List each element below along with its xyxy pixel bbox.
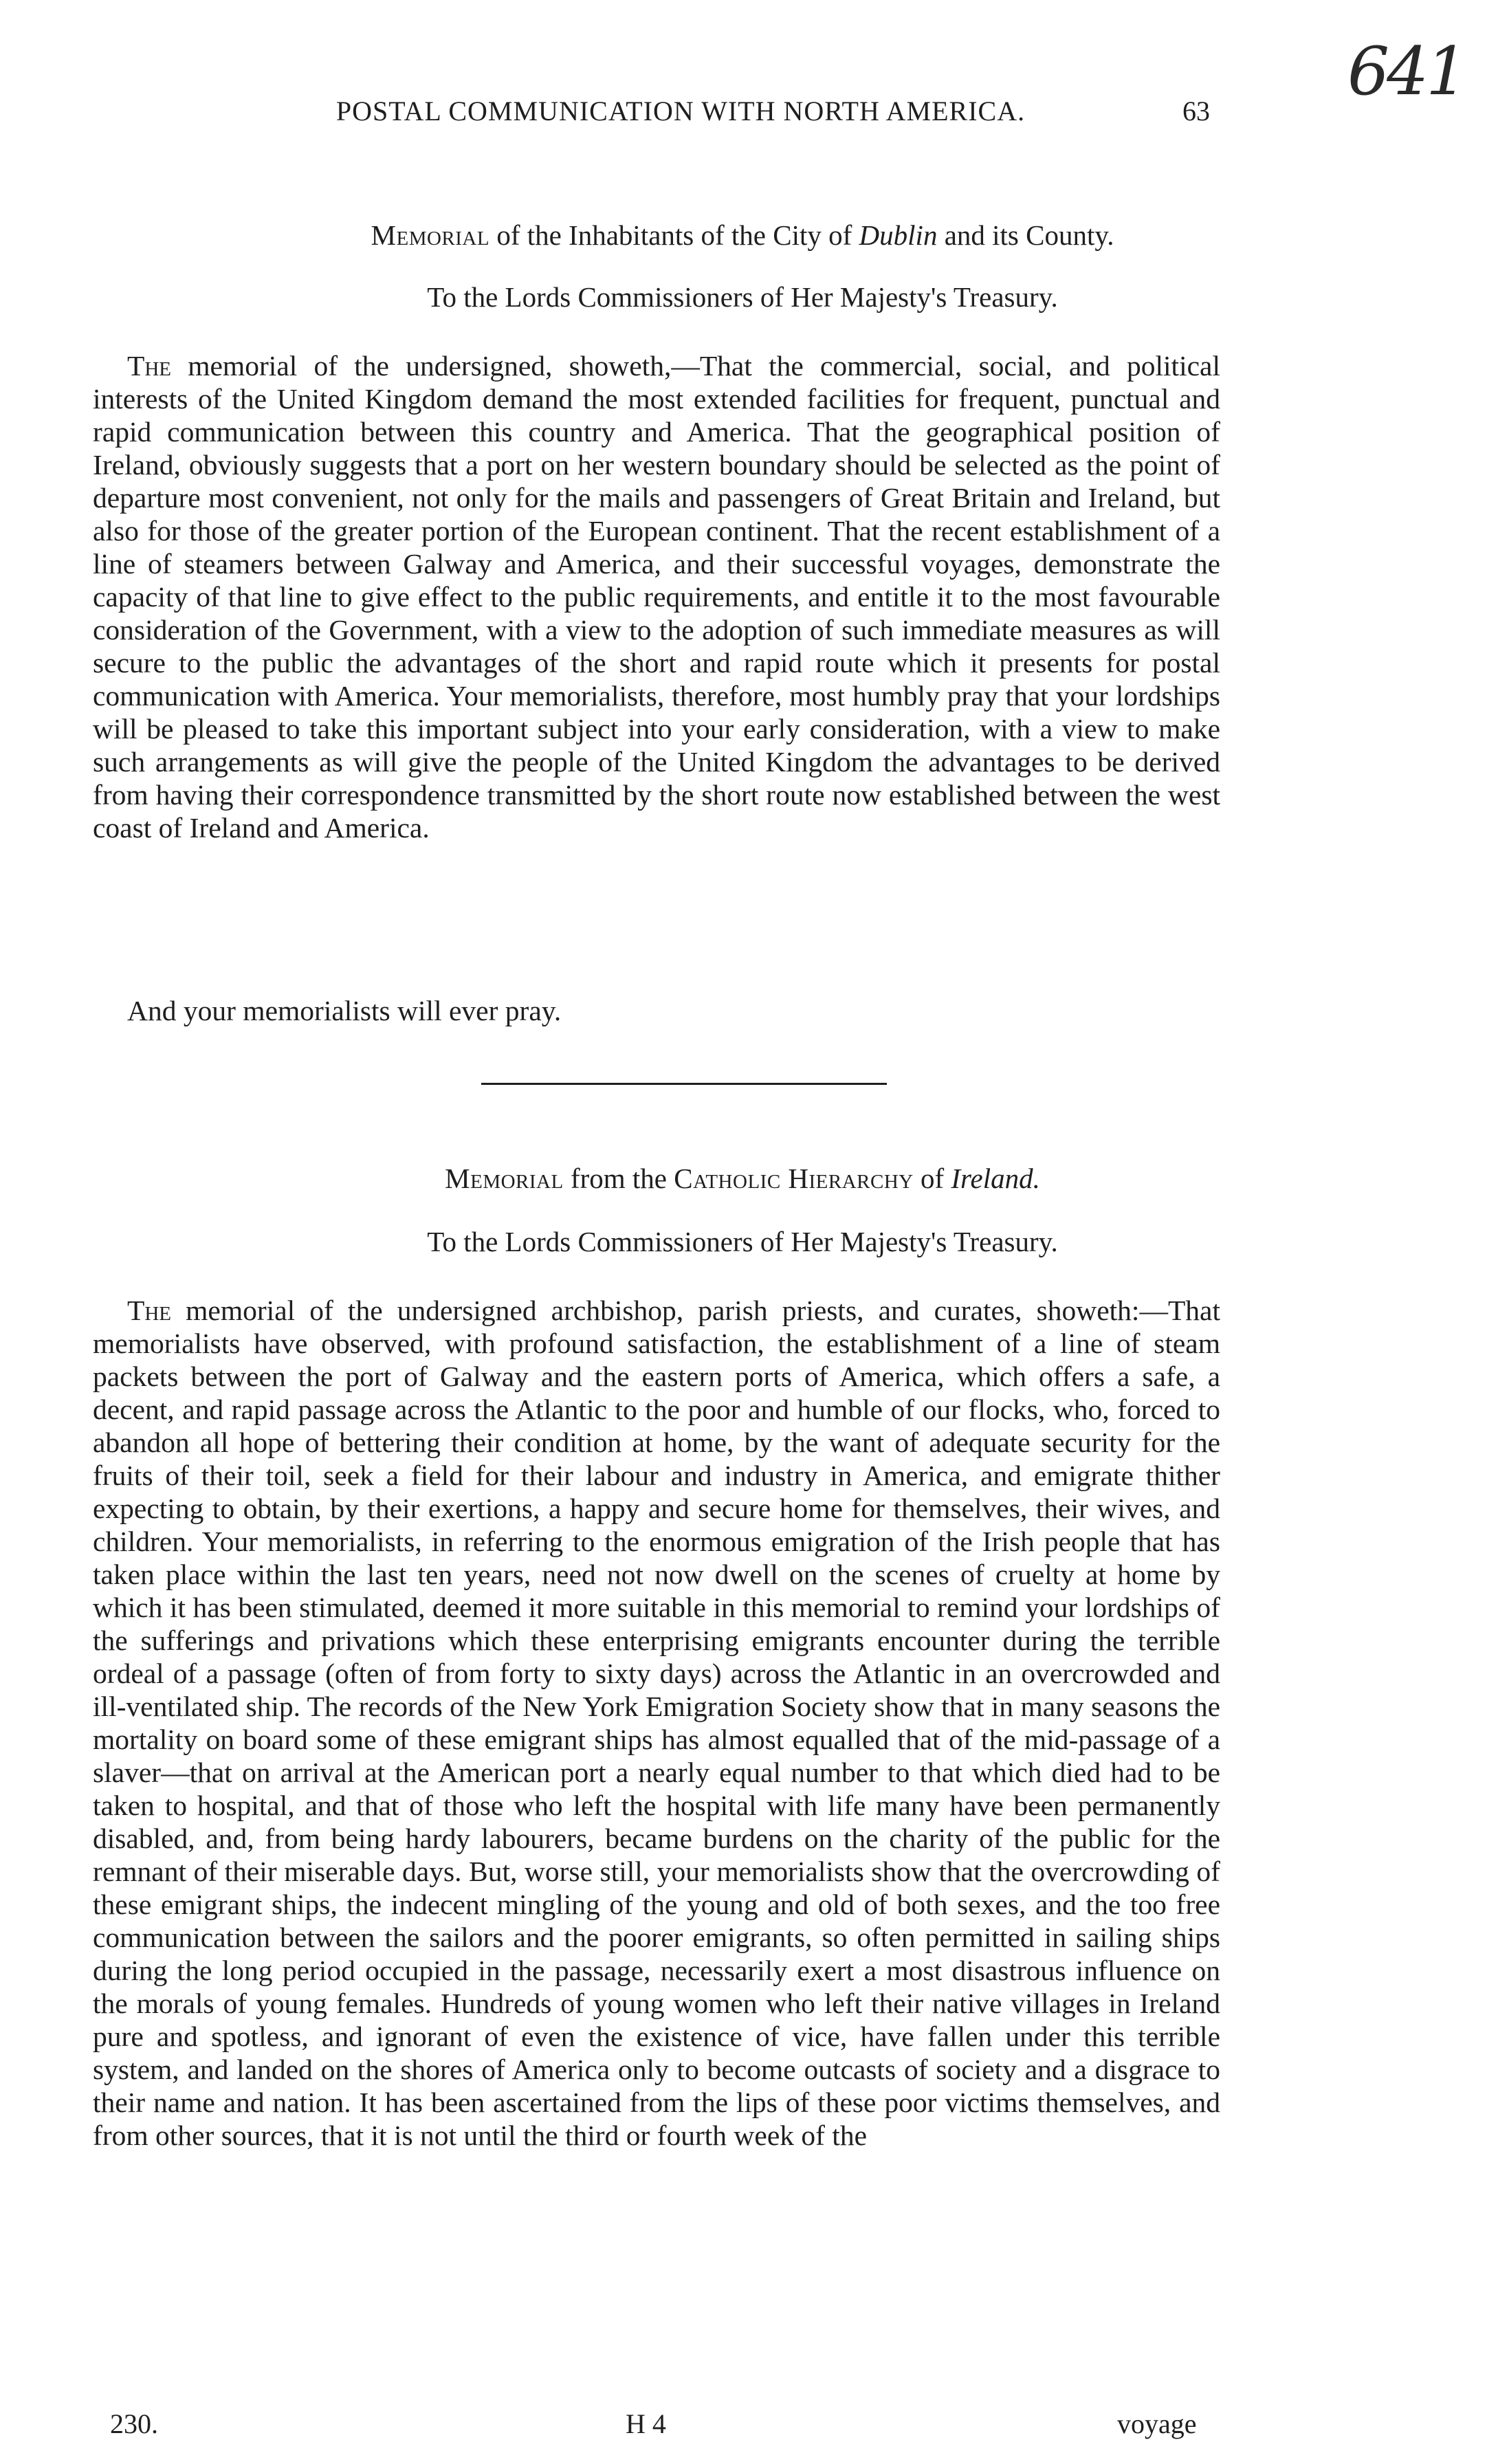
body-text: memorial of the undersigned, showeth,—That the commercial, social, and political interests of the United Kingdom demand the most extended facilities for frequent, punctual and rapid communication between this country and America. That the geographical position of Ireland, obviously suggests that a port on her western boundary should be selected as the point of departure most convenient, not only for the mails and passengers of Great Britain and Ireland, but also for those of the greater portion of the European continent. That the recent establishment of a line of steamers between Galway and America, and their successful voyages, demonstrate the capacity of that line to give effect to the public requirements, and entitle it to the most favourable consideration of the Government, with a view to the adoption of such immediate measures as will secure to the public the advantages of the short and rapid route which it presents for postal communication with America. Your memorialists, therefore, most humbly pray that your lordships will be pleased to take this important subject into your early consideration, with a view to make such arrangements as will give the people of the United Kingdom the advantages to be derived from having their correspondence transmitted by the short route now established between the west coast of Ireland and America.	[93, 350, 1220, 844]
memorial-dublin-closing: And your memorialists will ever pray.	[127, 995, 562, 1026]
footer-signature-mark: H 4	[626, 2408, 666, 2439]
memorial-hierarchy-heading	[55, 1162, 1430, 1195]
memorial-dublin-body	[93, 349, 1220, 844]
heading-prefix: Memorial	[445, 1163, 564, 1194]
memorial-hierarchy-body	[93, 1294, 1220, 2152]
heading-of: of	[913, 1163, 951, 1194]
footer-catchword: voyage	[1117, 2408, 1197, 2439]
body-lead-word: The	[127, 350, 172, 382]
page-number: 63	[1182, 96, 1210, 126]
footer-sheet-number: 230.	[110, 2408, 158, 2439]
heading-from: from the	[563, 1163, 674, 1194]
heading-place: Ireland.	[951, 1163, 1040, 1194]
heading-middle: of the Inhabitants of the City of	[489, 219, 859, 251]
body-lead-word: The	[127, 1295, 172, 1326]
memorial-hierarchy-address: To the Lords Commissioners of Her Majesty's Treasury.	[427, 1226, 1058, 1257]
section-divider-rule	[481, 1083, 887, 1085]
running-head-title: POSTAL COMMUNICATION WITH NORTH AMERICA.	[335, 96, 1026, 126]
handwritten-folio-number: 641	[1347, 33, 1466, 110]
memorial-dublin-heading	[55, 219, 1430, 252]
heading-prefix: Memorial	[371, 219, 490, 251]
body-text: memorial of the undersigned archbishop, parish priests, and curates, showeth:—That memorialists have observed, with profound satisfaction, the establishment of a line of steam packets between the port of Galway and the eastern ports of America, which offers a safe, a decent, and rapid passage across the Atlantic to the poor and humble of our flocks, who, forced to abandon all hope of bettering their condition at home, by the want of adequate security for the fruits of their toil, seek a field for their labour and industry in America, and emigrate thither expecting to obtain, by their exertions, a happy and secure home for themselves, their wives, and children. Your memorialists, in referring to the enormous emigration of the Irish people that has taken place within the last ten years, need not now dwell on the scenes of cruelty at home by which it has been stimulated, deemed it more suitable in this memorial to remind your lordships of the sufferings and privations which these enterprising emigrants encounter during the terrible ordeal of a passage (often of from forty to sixty days) across the Atlantic in an overcrowded and ill-ventilated ship. The records of the New York Emigration Society show that in many seasons the mortality on board some of these emigrant ships has almost equalled that of the mid-passage of a slaver—that on arrival at the American port a nearly equal number to that which died had to be taken to hospital, and that of those who left the hospital with life many have been permanently disabled, and, from being hardy labourers, became burdens on the charity of the public for the remnant of their miserable days. But, worse still, your memorialists show that the overcrowding of these emigrant ships, the indecent mingling of the young and old of both sexes, and the too free communication between the sailors and the poorer emigrants, so often permitted in sailing ships during the long period occupied in the passage, necessarily exert a most disastrous influence on the morals of young females. Hundreds of young women who left their native villages in Ireland pure and spotless, and ignorant of even the existence of vice, have fallen under this terrible system, and landed on the shores of America only to become outcasts of society and a disgrace to their name and nation. It has been ascertained from the lips of these poor victims themselves, and from other sources, that it is not until the third or fourth week of the	[93, 1295, 1220, 2151]
memorial-dublin-address: To the Lords Commissioners of Her Majesty's Treasury.	[427, 281, 1058, 313]
heading-suffix: and its County.	[937, 219, 1114, 251]
heading-place: Dublin	[859, 219, 938, 251]
heading-body: Catholic Hierarchy	[674, 1163, 914, 1194]
